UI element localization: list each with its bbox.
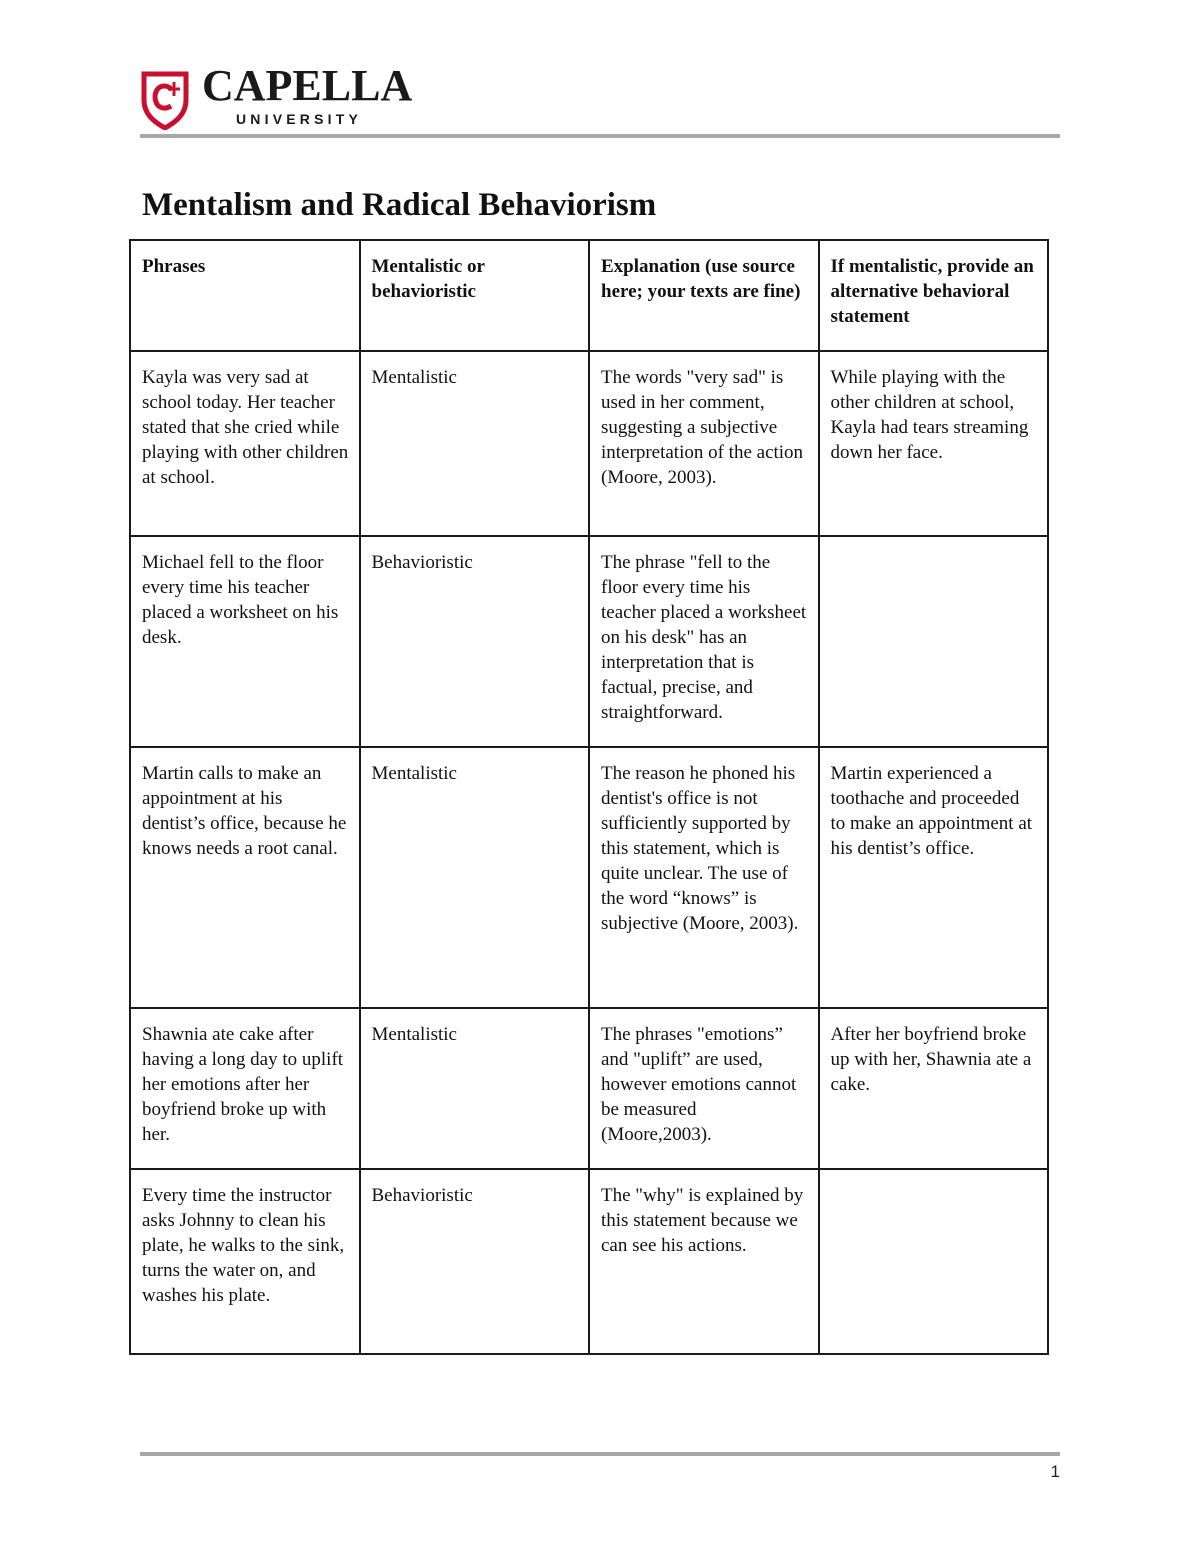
cell-alternative: After her boyfriend broke up with her, Shawnia ate a cake. <box>819 1008 1049 1169</box>
cell-classification: Mentalistic <box>360 747 590 1008</box>
cell-alternative: While playing with the other children at school, Kayla had tears streaming down her face. <box>819 351 1049 536</box>
header-divider <box>140 134 1060 138</box>
cell-phrase: Shawnia ate cake after having a long day to uplift her emotions after her boyfriend broke up with her. <box>130 1008 360 1169</box>
logo-wordmark: CAPELLA <box>202 61 413 110</box>
table-header-row <box>130 240 1048 351</box>
comparison-table <box>129 239 1049 1355</box>
table-row <box>130 747 1048 1008</box>
header-alternative: If mentalistic, provide an alternative behavioral statement <box>819 240 1049 351</box>
cell-alternative <box>819 1169 1049 1354</box>
capella-shield-icon <box>140 70 190 130</box>
table-row <box>130 351 1048 536</box>
cell-alternative: Martin experienced a toothache and proceeded to make an appointment at his dentist’s office. <box>819 747 1049 1008</box>
cell-phrase: Michael fell to the floor every time his teacher placed a worksheet on his desk. <box>130 536 360 747</box>
header-explanation: Explanation (use source here; your texts are fine) <box>589 240 819 351</box>
cell-explanation: The phrase "fell to the floor every time his teacher placed a worksheet on his desk" has an interpretation that is factual, precise, and straightforward. <box>589 536 819 747</box>
table-row <box>130 1008 1048 1169</box>
document-title: Mentalism and Radical Behaviorism <box>142 187 657 223</box>
cell-classification: Mentalistic <box>360 351 590 536</box>
page-header <box>140 61 1060 138</box>
cell-classification: Mentalistic <box>360 1008 590 1169</box>
cell-phrase: Kayla was very sad at school today. Her teacher stated that she cried while playing with other children at school. <box>130 351 360 536</box>
table-row <box>130 1169 1048 1354</box>
cell-explanation: The reason he phoned his dentist's office is not sufficiently supported by this statement, which is quite unclear. The use of the word “knows” is subjective (Moore, 2003). <box>589 747 819 1008</box>
cell-phrase: Martin calls to make an appointment at his dentist’s office, because he knows needs a root canal. <box>130 747 360 1008</box>
page-number: 1 <box>1050 1462 1060 1481</box>
table-row <box>130 536 1048 747</box>
cell-classification: Behavioristic <box>360 536 590 747</box>
cell-alternative <box>819 536 1049 747</box>
header-phrases: Phrases <box>130 240 360 351</box>
cell-explanation: The words "very sad" is used in her comment, suggesting a subjective interpretation of the action (Moore, 2003). <box>589 351 819 536</box>
cell-explanation: The phrases "emotions” and "uplift” are used, however emotions cannot be measured (Moore,2003). <box>589 1008 819 1169</box>
header-classification: Mentalistic or behavioristic <box>360 240 590 351</box>
footer-divider <box>140 1452 1060 1456</box>
cell-classification: Behavioristic <box>360 1169 590 1354</box>
logo-subtitle: UNIVERSITY <box>236 111 363 127</box>
cell-explanation: The "why" is explained by this statement because we can see his actions. <box>589 1169 819 1354</box>
cell-phrase: Every time the instructor asks Johnny to clean his plate, he walks to the sink, turns the water on, and washes his plate. <box>130 1169 360 1354</box>
